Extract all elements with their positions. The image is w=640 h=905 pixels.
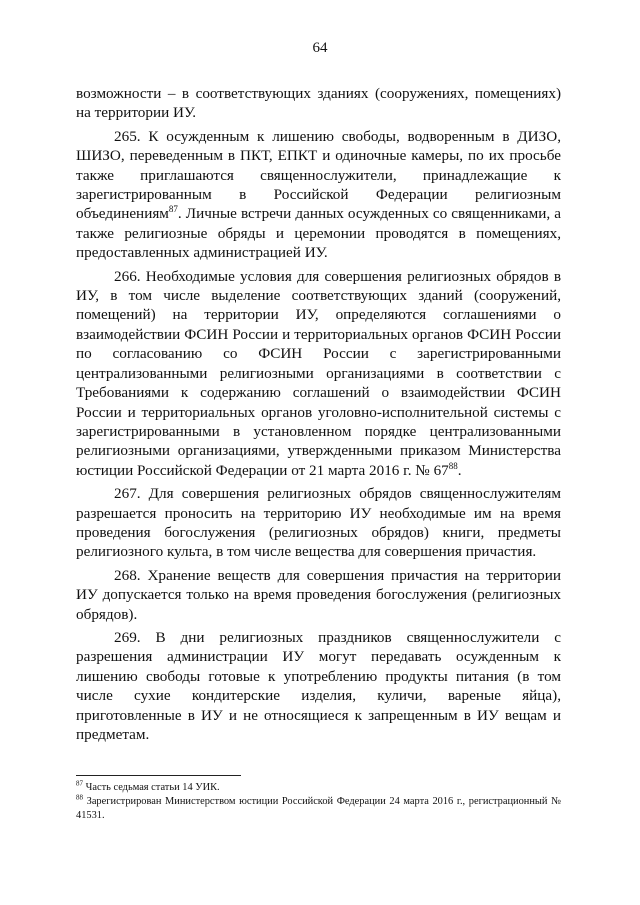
paragraph-text: 266. Необходимые условия для совершения религиозных обрядов в ИУ, в том числе выделение соответствующих зданий (сооружений, помещений) на территории ИУ, определяются соглашениями о взаимодействии ФСИН России и территориальных органов ФСИН России по согласованию со ФСИН России с зарегистрированными централизованными религиозными организациями в соответствии с Требованиями к содержанию соглашений о взаимодействии ФСИН России и территориальных органов уголовно-исполнительной системы с зарегистрированными в установленном порядке централизованными религиозными организациями, утвержденными приказом Министерства юстиции Российской Федерации от 21 марта 2016 г. № 67 (76, 267, 561, 479)
paragraph-text-continued: . (457, 461, 462, 479)
paragraph-text: 268. Хранение веществ для совершения причастия на территории ИУ допускается только на время проведения богослужения (религиозных обрядов). (76, 566, 561, 623)
paragraph-267 (76, 484, 561, 562)
paragraph-text: возможности – в соответствующих зданиях (сооружениях, помещениях) на территории ИУ. (76, 85, 561, 122)
footnote-reference-88[interactable]: 88 (448, 460, 458, 471)
paragraph-268 (76, 566, 561, 624)
footnote-mark: 88 (76, 793, 83, 802)
footnotes-section (76, 781, 561, 823)
page-number: 64 (312, 40, 328, 56)
footnote-87 (76, 781, 561, 795)
footnote-divider (76, 775, 241, 776)
paragraph-text: 269. В дни религиозных праздников священнослужители с разрешения администрации ИУ могут передавать осужденным к лишению свободы готовые к употреблению продукты питания (в том числе сухие кондитерские изделия, куличи, вареные яйца), приготовленные в ИУ и не относящиеся к запрещенным в ИУ вещам и предметам. (76, 628, 561, 743)
footnote-text: Часть седьмая статьи 14 УИК. (83, 782, 220, 793)
footnote-reference-87[interactable]: 87 (168, 204, 178, 215)
paragraph-269 (76, 628, 561, 744)
footnote-text: Зарегистрирован Министерством юстиции Российской Федерации 24 марта 2016 г., регистрационный № 41531. (76, 796, 561, 821)
footnote-mark: 87 (76, 779, 83, 788)
footnote-88 (76, 795, 561, 823)
paragraph-text: 265. К осужденным к лишению свободы, водворенным в ДИЗО, ШИЗО, переведенным в ПКТ, ЕПКТ и одиночные камеры, по их просьбе также приглашаются священнослужители, принадлежащие к зарегистрированным в Российской Федерации религиозным объединениям (76, 127, 561, 223)
paragraph-text-continued: . Личные встречи данных осужденных со священниками, а также религиозные обряды и церемонии проводятся в помещениях, предоставленных администрацией ИУ. (76, 205, 561, 262)
paragraph-266 (76, 267, 561, 480)
paragraph-265 (76, 127, 561, 263)
paragraph-text: 267. Для совершения религиозных обрядов священнослужителям разрешается проносить на территорию ИУ необходимые им на время проведения богослужения (религиозных обрядов) книги, предметы религиозного культа, в том числе вещества для совершения причастия. (76, 485, 561, 561)
paragraph-continuation (76, 84, 561, 123)
document-body (76, 84, 561, 744)
